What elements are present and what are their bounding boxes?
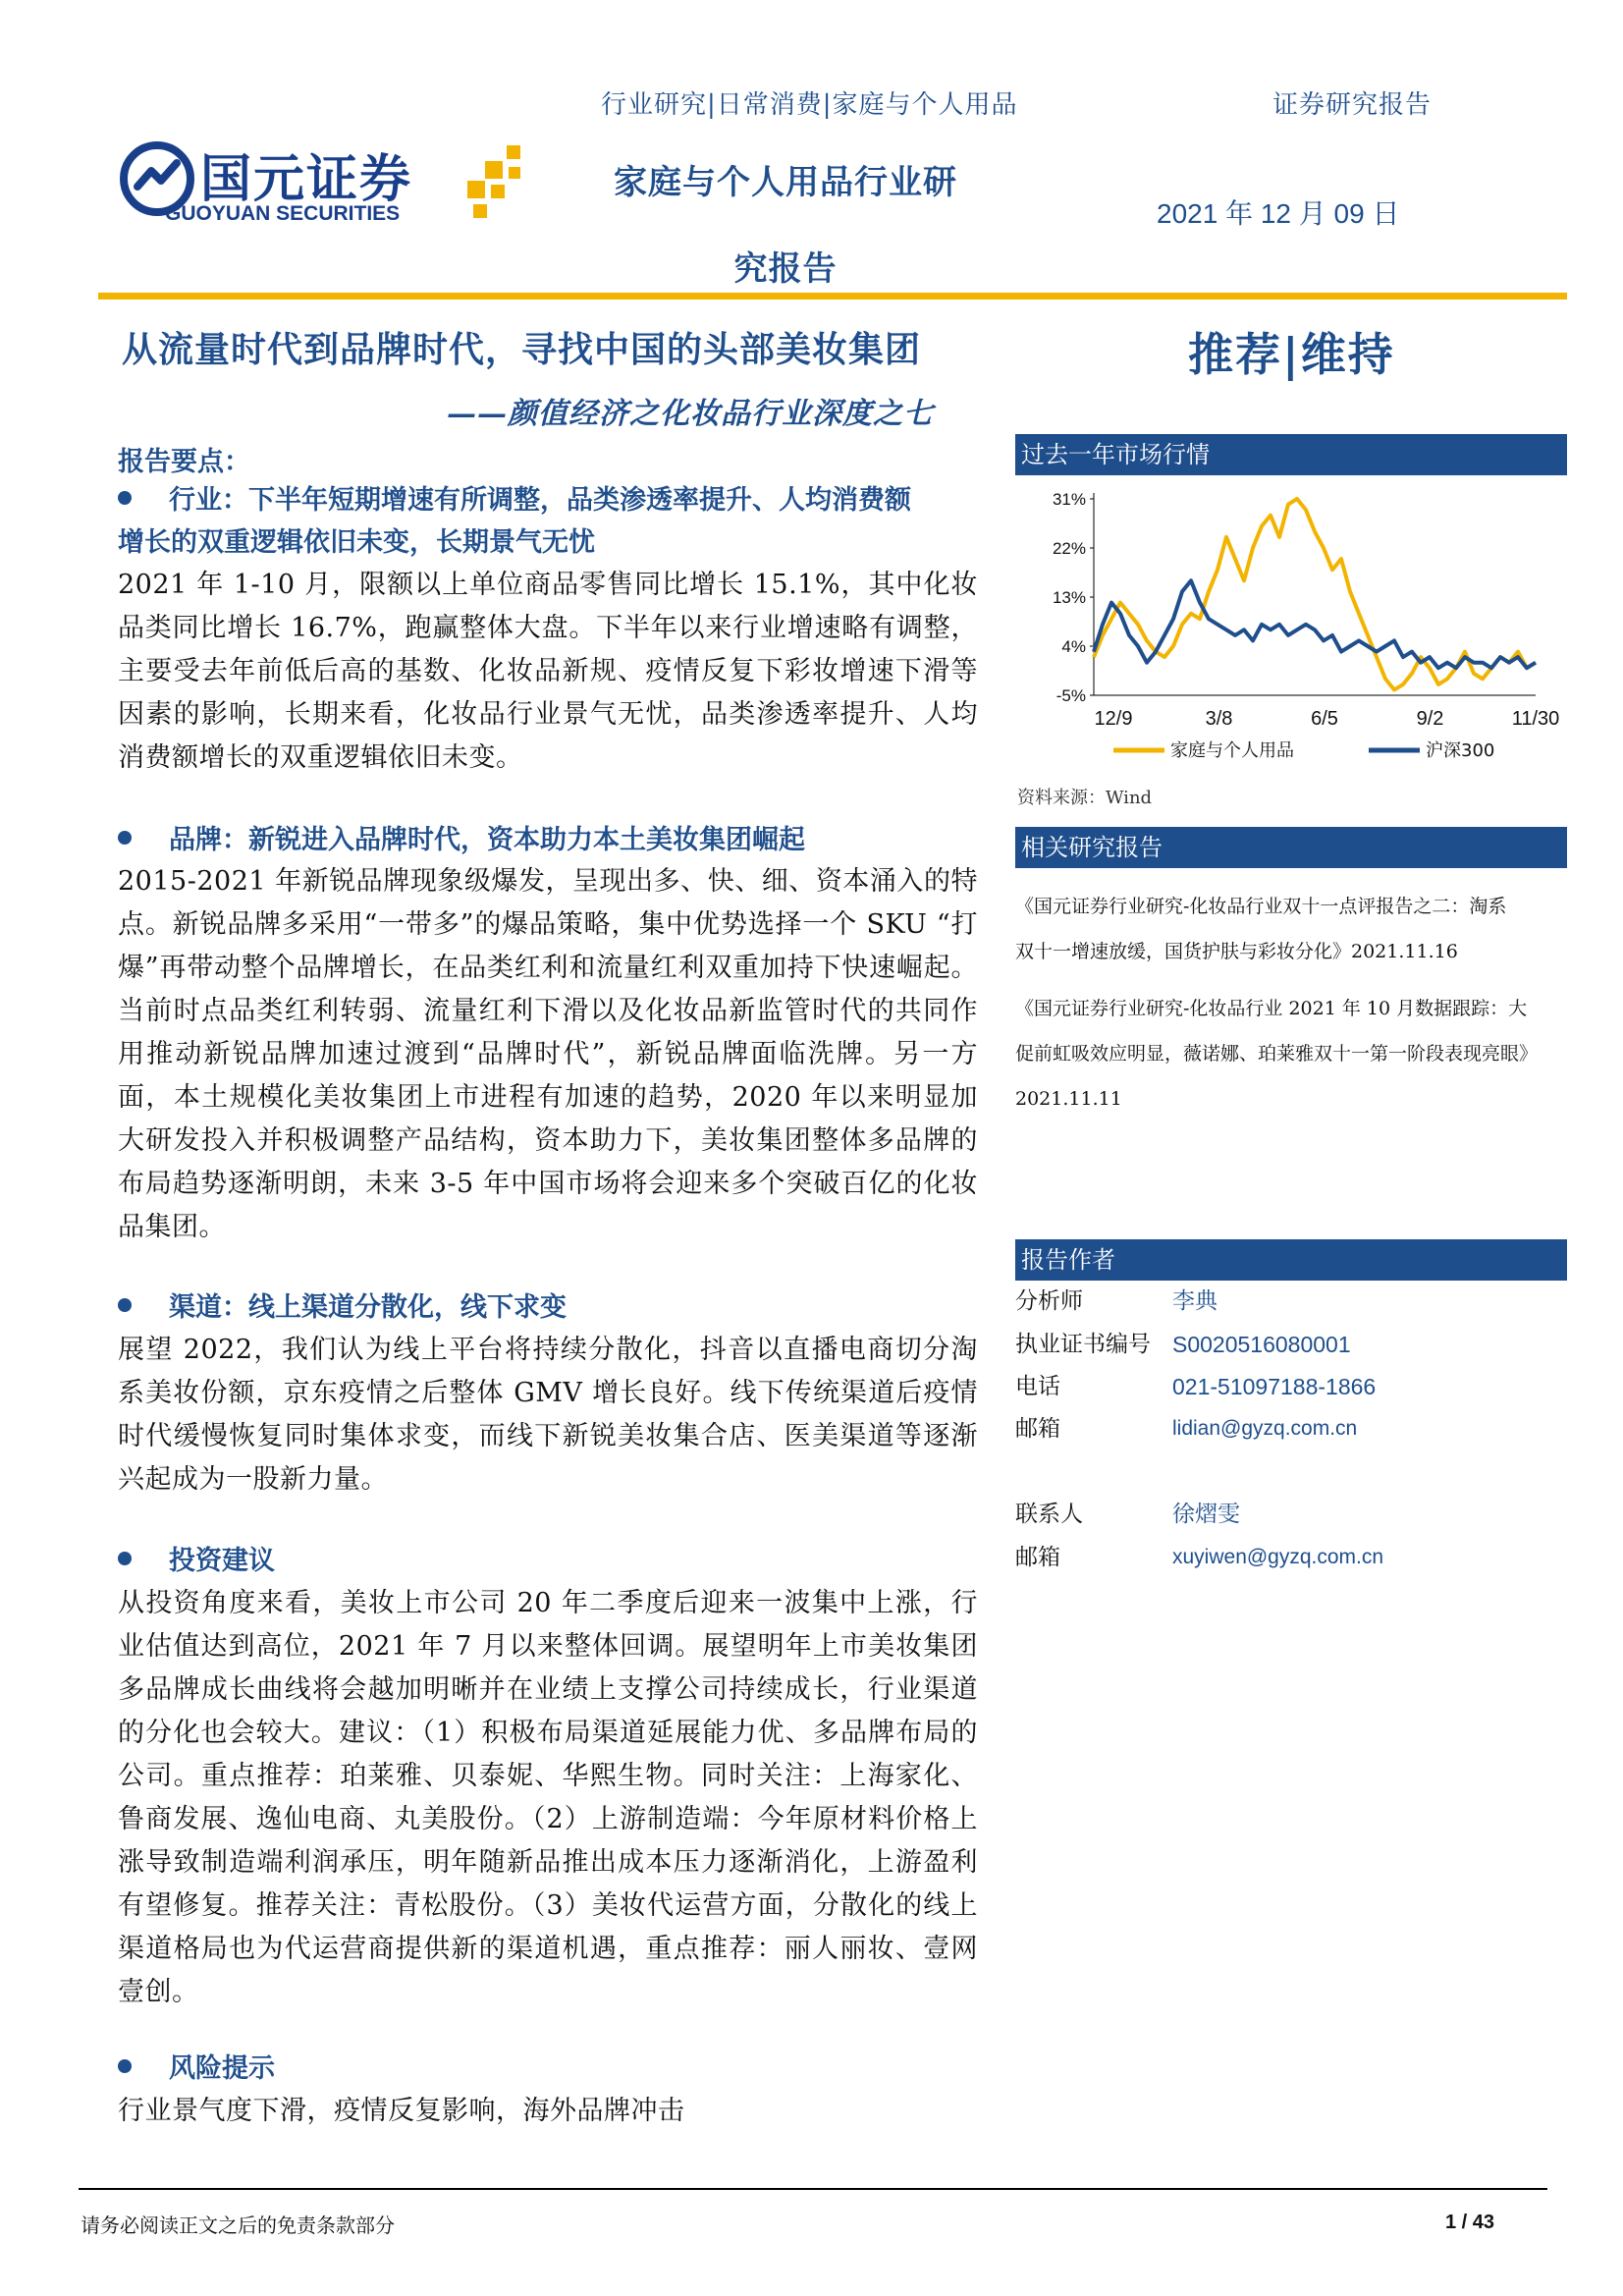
chart-y-tick-label: 22%: [1052, 539, 1086, 558]
rating: 推荐|维持: [1188, 328, 1395, 381]
bullet-icon: [118, 491, 132, 505]
main-title: 从流量时代到品牌时代，寻找中国的头部美妆集团: [122, 329, 922, 370]
bullet-icon: [118, 1552, 132, 1565]
report-date: 2021 年 12 月 09 日: [1157, 198, 1400, 229]
related-title-bar: 相关研究报告: [1015, 827, 1567, 868]
doc-title-line1: 家庭与个人用品行业研: [614, 163, 957, 202]
footer-divider: [79, 2188, 1547, 2190]
logo-name-en: GUOYUAN SECURITIES: [165, 202, 401, 225]
chart-legend-label-1: 沪深300: [1426, 740, 1495, 761]
related-report-2: 《国元证券行业研究-化妆品行业 2021 年 10 月数据跟踪：大 促前虹吸效应明显，薇诺娜、珀莱雅双十一第一阶段表现亮眼》 2021.11.11: [1015, 998, 1539, 1110]
section-heading-channel: 渠道：线上渠道分散化，线下求变: [118, 1286, 982, 1329]
page-number: 1 / 43: [1445, 2212, 1495, 2233]
section-paragraph-risk: 行业景气度下滑，疫情反复影响，海外品牌冲击: [118, 2096, 685, 2126]
section-heading-industry: 行业：下半年短期增速有所调整，品类渗透率提升、人均消费额 增长的双重逻辑依旧未变，长期景气无忧: [118, 485, 911, 558]
doc-title: [579, 139, 992, 312]
header-divider: [98, 293, 1567, 300]
points-header: 报告要点：: [118, 447, 250, 477]
doc-type: 证券研究报告: [1272, 90, 1433, 120]
market-title-bar: 过去一年市场行情: [1015, 434, 1567, 475]
bullet-icon: [118, 831, 132, 845]
chart-y-tick-label: 13%: [1052, 588, 1086, 607]
footer-disclaimer: 请务必阅读正文之后的免责条款部分: [81, 2214, 395, 2237]
author-title-bar: 报告作者: [1015, 1239, 1567, 1281]
section-heading-investment: 投资建议: [118, 1540, 982, 1582]
market-chart-svg: [1015, 479, 1567, 764]
related-report-1: 《国元证券行业研究-化妆品行业双十一点评报告之二：淘系 双十一增速放缓，国货护肤与彩妆分化》2021.11.16: [1015, 896, 1507, 962]
company-logo: [120, 137, 532, 236]
chart-y-tick-label: 4%: [1061, 637, 1086, 656]
chart-x-tick-label: 12/9: [1094, 708, 1133, 730]
section-heading-risk: 风险提示: [118, 2048, 982, 2090]
bullet-icon: [118, 1298, 132, 1312]
section-paragraph-industry: 2021 年 1-10 月，限额以上单位商品零售同比增长 15.1%，其中化妆品类同比增长 16.7%，跑赢整体大盘。下半年以来行业增速略有调整，主要受去年前低后高的基数、化妆品新规、疫情反复下彩妆增速下滑等因素的影响，长期来看，化妆品行业景气无忧，品类渗透率提升、人均消费额增长的双重逻辑依旧未变。: [118, 570, 978, 773]
section-heading-brand: 品牌：新锐进入品牌时代，资本助力本土美妆集团崛起: [118, 819, 982, 861]
sub-title: ——颜值经济之化妆品行业深度之七: [447, 397, 934, 431]
market-chart: [1015, 479, 1567, 764]
category-path: 行业研究|日常消费|家庭与个人用品: [601, 90, 1018, 120]
logo-squares-icon: [463, 145, 532, 224]
chart-x-tick-label: 3/8: [1205, 708, 1233, 730]
chart-x-tick-label: 11/30: [1511, 708, 1560, 730]
doc-title-line2: 究报告: [733, 249, 838, 289]
section-paragraph-brand: 2015-2021 年新锐品牌现象级爆发，呈现出多、快、细、资本涌入的特点。新锐品牌多采用“一带多”的爆品策略，集中优势选择一个 SKU “打爆”再带动整个品牌增长，在品类红利和流量红利双重加持下快速崛起。当前时点品类红利转弱、流量红利下滑以及化妆品新监管时代的共同作用推动新锐品牌加速过渡到“品牌时代”，新锐品牌面临洗牌。另一方面，本土规模化美妆集团上市进程有加速的趋势，2020 年以来明显加大研发投入并积极调整产品结构，资本助力下，美妆集团整体多品牌的布局趋势逐渐明朗，未来 3-5 年中国市场将会迎来多个突破百亿的化妆品集团。: [118, 866, 978, 1242]
chart-legend-label-0: 家庭与个人用品: [1170, 740, 1294, 761]
chart-y-tick-label: -5%: [1055, 686, 1086, 705]
chart-x-tick-label: 6/5: [1311, 708, 1338, 730]
chart-y-tick-label: 31%: [1052, 490, 1086, 509]
section-paragraph-channel: 展望 2022，我们认为线上平台将持续分散化，抖音以直播电商切分淘系美妆份额，京东疫情之后整体 GMV 增长良好。线下传统渠道后疫情时代缓慢恢复同时集体求变，而线下新锐美妆集合店、医美渠道等逐渐兴起成为一股新力量。: [118, 1335, 978, 1495]
logo-name-cn: 国元证券: [200, 150, 413, 209]
bullet-icon: [118, 2059, 132, 2073]
chart-source: 资料来源：Wind: [1017, 788, 1153, 808]
section-paragraph-investment: 从投资角度来看，美妆上市公司 20 年二季度后迎来一波集中上涨，行业估值达到高位，2021 年 7 月以来整体回调。展望明年上市美妆集团多品牌成长曲线将会越加明晰并在业绩上支撑公司持续成长，行业渠道的分化也会较大。建议：（1）积极布局渠道延展能力优、多品牌布局的公司。重点推荐：珀莱雅、贝泰妮、华熙生物。同时关注：上海家化、鲁商发展、逸仙电商、丸美股份。（2）上游制造端：今年原材料价格上涨导致制造端利润承压，明年随新品推出成本压力逐渐消化，上游盈利有望修复。推荐关注：青松股份。（3）美妆代运营方面，分散化的线上渠道格局也为代运营商提供新的渠道机遇，重点推荐：丽人丽妆、壹网壹创。: [118, 1588, 978, 2007]
chart-x-tick-label: 9/2: [1416, 708, 1444, 730]
